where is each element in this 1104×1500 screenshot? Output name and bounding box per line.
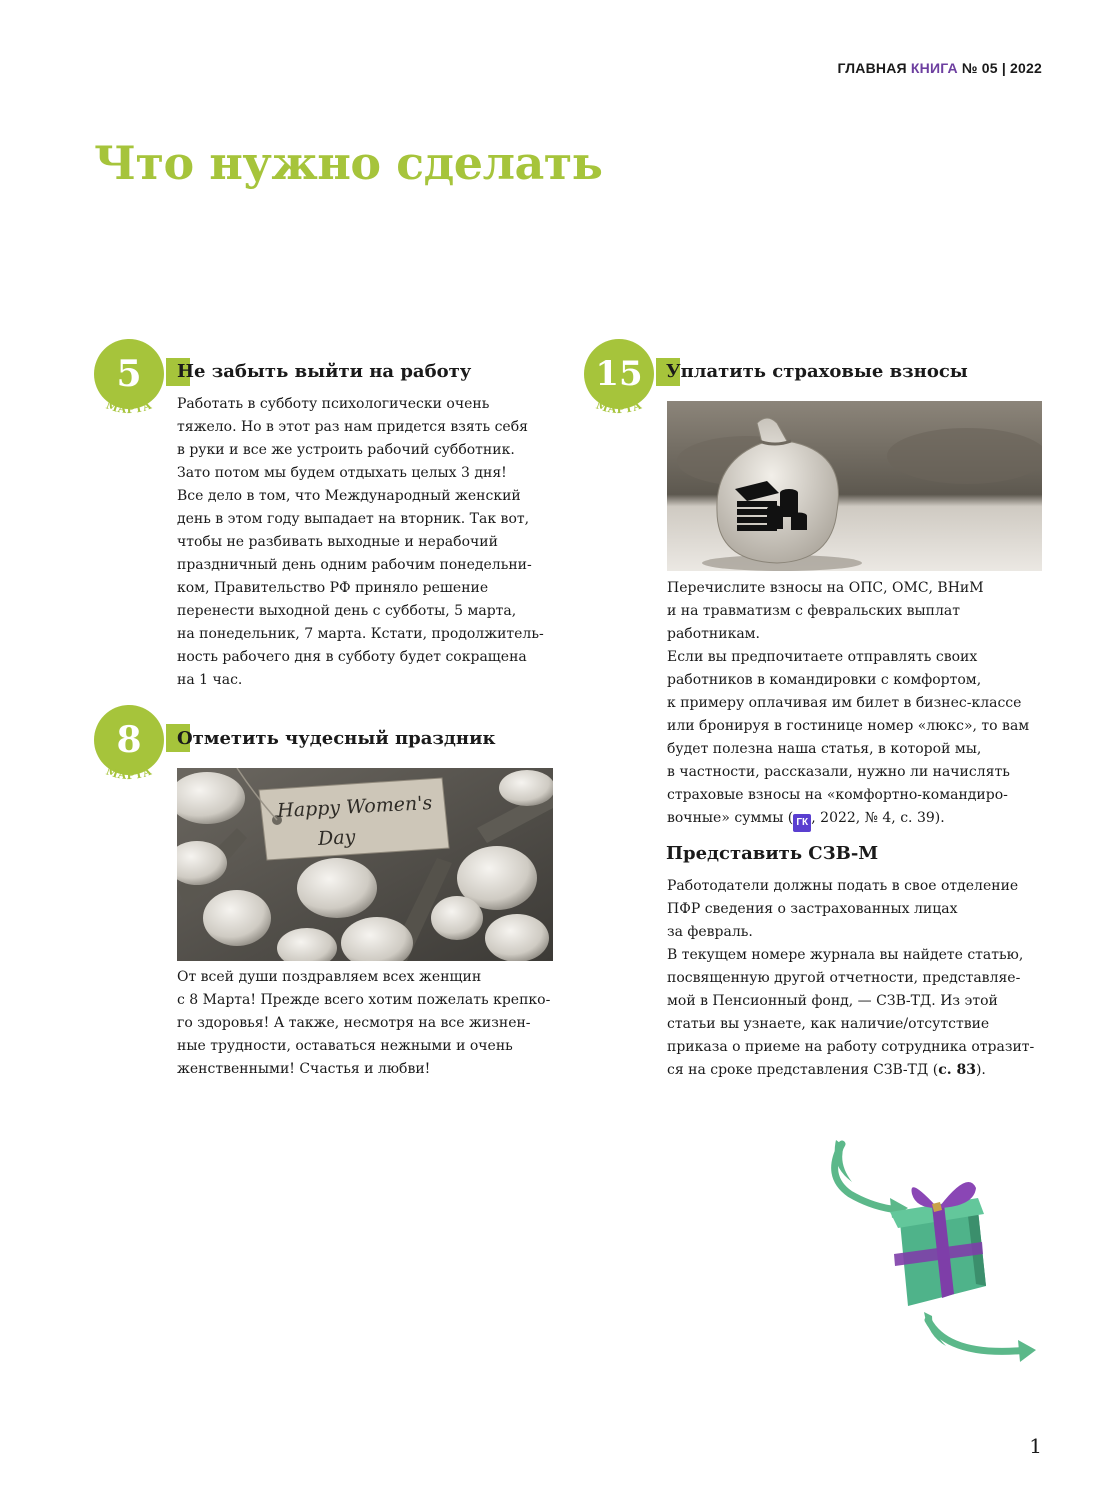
date-badge-15: [584, 339, 654, 417]
text-line: на понедельник, 7 марта. Кстати, продолжитель-: [177, 626, 544, 642]
text-line: приказа о приеме на работу сотрудника отразит-: [667, 1039, 1035, 1055]
text-line: чтобы не разбивать выходные и нерабочий: [177, 534, 498, 550]
text-line: го здоровья! А также, несмотря на все жизнен-: [177, 1015, 531, 1031]
text-line: страховые взносы на «комфортно-командиро-: [667, 787, 1008, 803]
journal-header: [837, 60, 1042, 76]
text-line: ся на сроке представления СЗВ-ТД (с. 83).: [667, 1062, 986, 1078]
date-badge-5: [94, 339, 164, 417]
page-number: 1: [1029, 1434, 1042, 1458]
text-line: и на травматизм с февральских выплат: [667, 603, 960, 619]
text-line: ность рабочего дня в субботу будет сокращена: [177, 649, 527, 665]
section-text-work: [177, 393, 557, 692]
text-line: ПФР сведения о застрахованных лицах: [667, 901, 958, 917]
svg-text:МАРТА: МАРТА: [104, 401, 154, 417]
text-line: ные трудности, оставаться нежными и очень: [177, 1038, 513, 1054]
text-line: в частности, рассказали, нужно ли начислять: [667, 764, 1010, 780]
text-line: за февраль.: [667, 924, 753, 940]
text-line: тяжело. Но в этот раз нам придется взять себя: [177, 419, 528, 435]
date-month-label: [96, 767, 162, 789]
text-line: посвященную другой отчетности, представляе-: [667, 970, 1021, 986]
money-bag-photo: [667, 401, 1042, 571]
text-line: работникам.: [667, 626, 761, 642]
issue-number: № 05 | 2022: [961, 60, 1042, 76]
text-line: к примеру оплачивая им билет в бизнес-классе: [667, 695, 1022, 711]
text-line: Все дело в том, что Международный женский: [177, 488, 521, 504]
date-day: 15: [584, 339, 654, 409]
svg-text:МАРТА: МАРТА: [594, 401, 644, 417]
text-line: с 8 Марта! Прежде всего хотим пожелать крепко-: [177, 992, 551, 1008]
gift-illustration: [828, 1136, 1043, 1372]
text-line: день в этом году выпадает на вторник. Так вот,: [177, 511, 530, 527]
section-text-holiday: [177, 966, 557, 1081]
section-text-insurance: [667, 577, 1052, 832]
page-title: Что нужно сделать: [94, 136, 603, 190]
text-line: праздничный день одним рабочим понедельни-: [177, 557, 532, 573]
text-line: Работать в субботу психологически очень: [177, 396, 490, 412]
section-heading-work: Не забыть выйти на работу: [177, 361, 472, 382]
journal-name-accent: КНИГА: [910, 60, 958, 76]
text-line: работников в командировки с комфортом,: [667, 672, 982, 688]
date-month-label: [96, 401, 162, 423]
date-badge-8: [94, 705, 164, 783]
text-line: в руки и все же устроить рабочий субботник.: [177, 442, 515, 458]
date-month-label: [586, 401, 652, 423]
text-line: перенести выходной день с субботы, 5 марта,: [177, 603, 517, 619]
text-line: В текущем номере журнала вы найдете статью,: [667, 947, 1024, 963]
gk-journal-icon[interactable]: ГК: [793, 814, 811, 832]
text-line: Зато потом мы будем отдыхать целых 3 дня!: [177, 465, 507, 481]
date-day: 5: [94, 339, 164, 409]
text-line: Если вы предпочитаете отправлять своих: [667, 649, 978, 665]
text-line: мой в Пенсионный фонд, — СЗВ-ТД. Из этой: [667, 993, 998, 1009]
text-line: на 1 час.: [177, 672, 243, 688]
section-heading-szv: Представить СЗВ-М: [666, 843, 879, 864]
section-text-szv: [667, 875, 1052, 1082]
text-line: или бронируя в гостинице номер «люкс», то вам: [667, 718, 1030, 734]
text-line: женственными! Счастья и любви!: [177, 1061, 431, 1077]
tulips-photo: [177, 768, 553, 961]
photo-tag-text: Happy Women's: [276, 791, 433, 823]
text-line: будет полезна наша статья, в которой мы,: [667, 741, 982, 757]
text-line: ком, Правительство РФ приняло решение: [177, 580, 489, 596]
text-line: статьи вы узнаете, как наличие/отсутствие: [667, 1016, 990, 1032]
text-line: Перечислите взносы на ОПС, ОМС, ВНиМ: [667, 580, 984, 596]
section-heading-insurance: Уплатить страховые взносы: [666, 361, 968, 382]
svg-text:МАРТА: МАРТА: [104, 767, 154, 783]
text-line: От всей души поздравляем всех женщин: [177, 969, 482, 985]
date-day: 8: [94, 705, 164, 775]
text-line: Работодатели должны подать в свое отделение: [667, 878, 1019, 894]
text-line: вочные» суммы ( ГК , 2022, № 4, с. 39).: [667, 807, 1052, 832]
journal-name: ГЛАВНАЯ: [837, 60, 907, 76]
section-heading-holiday: Отметить чудесный праздник: [177, 728, 496, 749]
photo-tag-text: Day: [317, 826, 356, 850]
page-reference-link[interactable]: с. 83: [938, 1062, 976, 1078]
